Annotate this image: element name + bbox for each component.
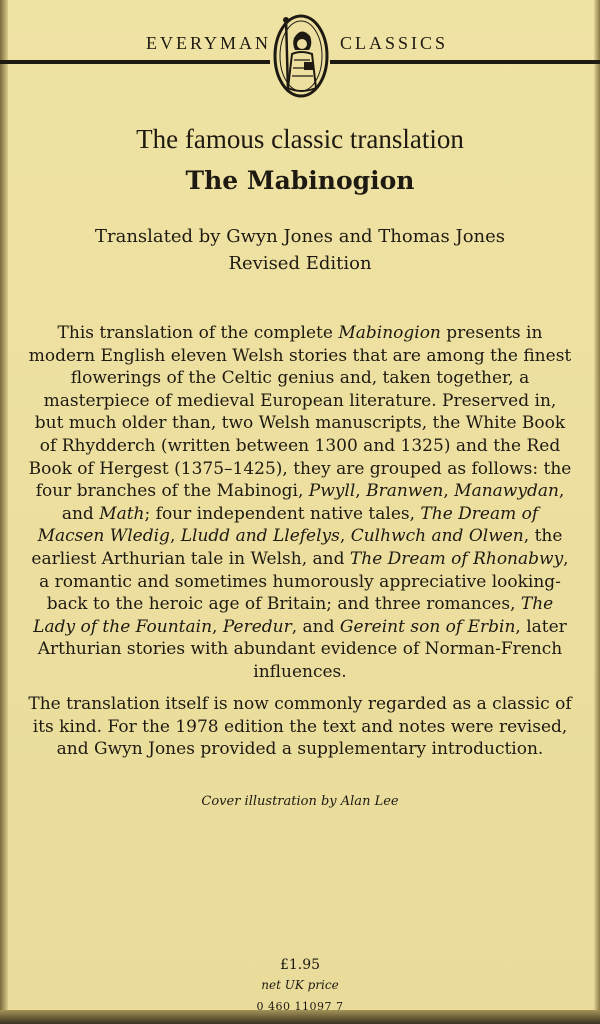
text-run: , [212, 616, 223, 637]
italic-title-run: Math [99, 503, 145, 524]
edition-line: Revised Edition [228, 253, 372, 274]
italic-title-run: Manawydan [454, 481, 559, 502]
series-name-left: EVERYMAN [146, 33, 272, 53]
text-run: , the earliest Arthurian tale in Welsh, and [31, 526, 563, 569]
price: £1.95 [279, 957, 321, 973]
text-run: , [339, 526, 351, 547]
text-run: , a romantic and sometimes humorously appreciative looking-back to the heroic age of Britain; and three romances, [39, 548, 569, 615]
text-run: This translation of the complete [57, 323, 339, 343]
italic-title-run: Branwen [366, 481, 444, 502]
text-run: , and [61, 481, 565, 524]
text-run: , and [291, 616, 340, 637]
text-run: , [169, 526, 181, 547]
text-run: , [443, 481, 455, 502]
italic-title-run: The Dream of Macsen Wledig [37, 503, 539, 547]
isbn: 0 460 11097 7 [256, 1000, 344, 1013]
italic-title-run: Gereint son of Erbin [339, 616, 516, 637]
everyman-figure-logo-icon [272, 10, 330, 98]
text-run: , [355, 481, 367, 502]
description-paragraph-2: The translation itself is now commonly regarded as a classic of its kind. For the 1978 edition the text and notes were revised, and Gwyn Jones provided a supplementary introduction. [28, 694, 572, 760]
header-rule-right [330, 60, 600, 64]
description-paragraph-1 [28, 322, 572, 684]
italic-title-run: The Lady of the Fountain [33, 594, 554, 637]
cover-illustration-credit: Cover illustration by Alan Lee [201, 794, 399, 809]
header-rule-left [0, 60, 270, 64]
text-run: , later Arthurian stories with abundant evidence of Norman-French influences. [37, 616, 567, 682]
book-title: The Mabinogion [185, 166, 415, 195]
italic-title-run: The Dream of Rhonabwy [349, 548, 564, 569]
italic-title-run: Lludd and Llefelys [180, 526, 340, 547]
translators-line: Translated by Gwyn Jones and Thomas Jones [94, 226, 506, 247]
italic-title-run: Pwyll [308, 481, 356, 502]
italic-title-run: Peredur [222, 616, 292, 637]
text-run: presents in modern English eleven Welsh stories that are among the finest flowerings of the Celtic genius and, taken together, a masterpiece of medieval European literature. Preserved in, but much older than, two Welsh manuscripts, the White Book of Rhydderch (written between 1300 and 1325) and the Red Book of Hergest (1375–1425), they are grouped as follows: the four branches of the Mabinogi, [28, 323, 572, 502]
series-name-right: CLASSICS [340, 33, 449, 53]
italic-title-run: Culhwch and Olwen [350, 526, 524, 547]
italic-title-run: Mabinogion [338, 323, 441, 343]
tagline: The famous classic translation [136, 124, 464, 154]
text-run: ; four independent native tales, [144, 503, 421, 524]
price-note: net UK price [261, 978, 339, 992]
